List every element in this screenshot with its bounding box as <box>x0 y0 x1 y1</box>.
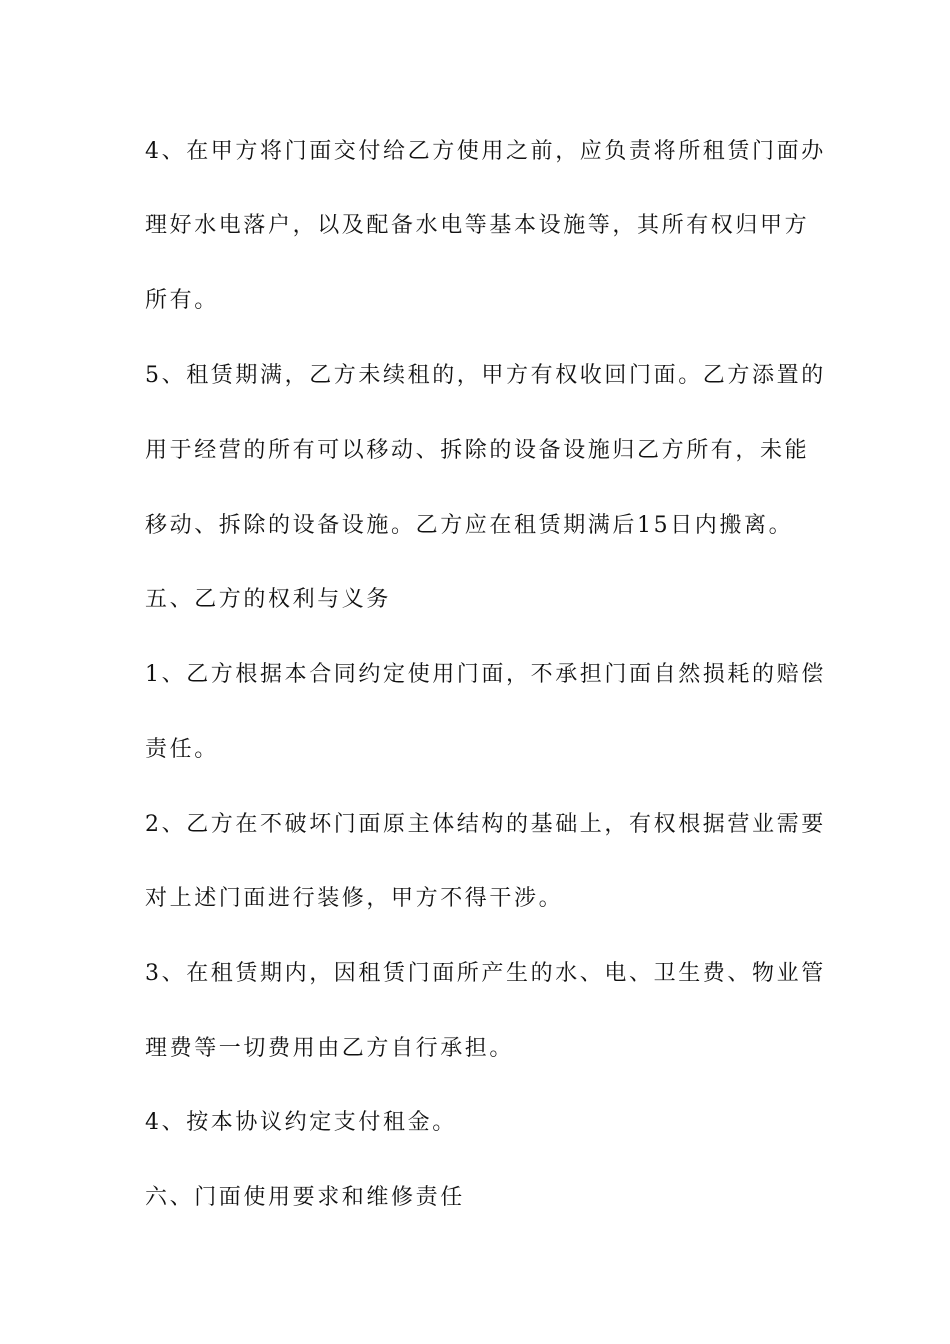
text-line: 所有。 <box>145 288 219 313</box>
text-line: 理好水电落户，以及配备水电等基本设施等，其所有权归甲方 <box>145 213 810 238</box>
text-line: 理费等一切费用由乙方自行承担。 <box>145 1036 515 1061</box>
text-line: 用于经营的所有可以移动、拆除的设备设施归乙方所有，未能 <box>145 438 810 463</box>
text-line: 1、乙方根据本合同约定使用门面，不承担门面自然损耗的赔偿 <box>145 662 826 687</box>
section-heading: 五、乙方的权利与义务 <box>145 587 392 612</box>
text-line: 3、在租赁期内，因租赁门面所产生的水、电、卫生费、物业管 <box>145 961 826 986</box>
text-line: 5、租赁期满，乙方未续租的，甲方有权收回门面。乙方添置的 <box>145 363 826 388</box>
text-line: 对上述门面进行装修，甲方不得干涉。 <box>145 886 564 911</box>
text-line: 4、按本协议约定支付租金。 <box>145 1110 457 1135</box>
text-line: 4、在甲方将门面交付给乙方使用之前，应负责将所租赁门面办 <box>145 139 826 164</box>
section-heading: 六、门面使用要求和维修责任 <box>145 1185 465 1210</box>
text-line: 2、乙方在不破坏门面原主体结构的基础上，有权根据营业需要 <box>145 812 826 837</box>
text-line: 责任。 <box>145 737 219 762</box>
text-line: 移动、拆除的设备设施。乙方应在租赁期满后15日内搬离。 <box>145 513 794 538</box>
